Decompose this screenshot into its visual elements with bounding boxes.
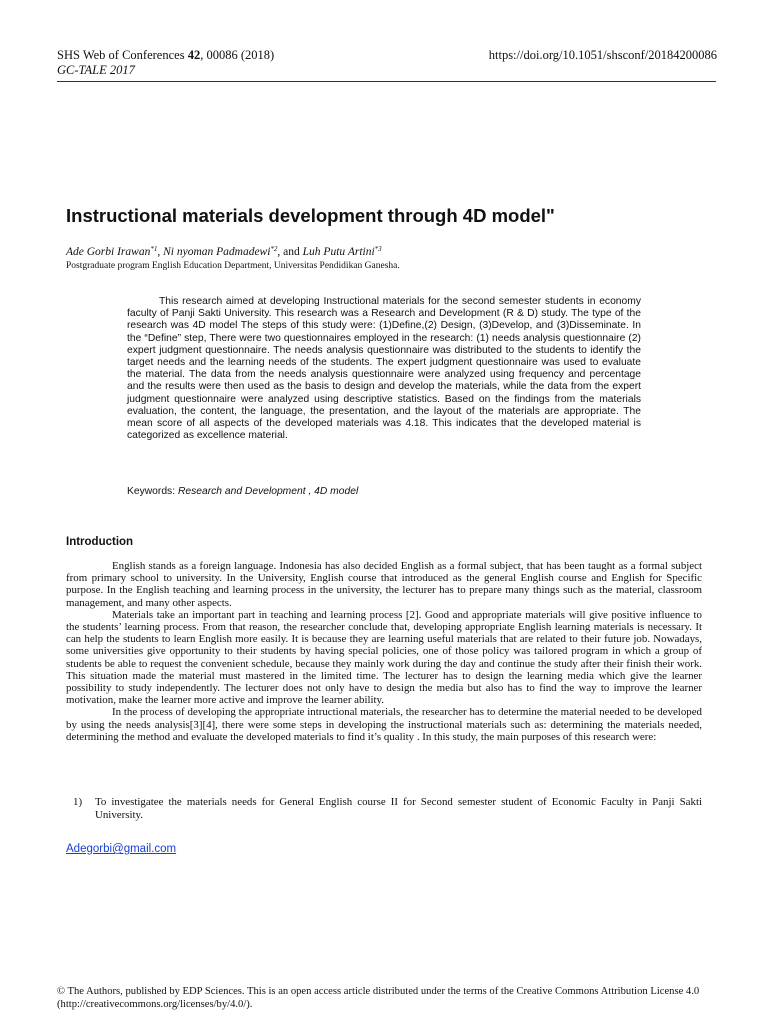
list-text: To investigatee the materials needs for General English course II for Second semester student of Economic Faculty in Panji Sakti University. xyxy=(95,796,702,821)
keywords-label: Keywords: xyxy=(127,486,178,497)
section-heading-introduction: Introduction xyxy=(66,536,134,548)
author-name: Luh Putu Artini xyxy=(302,246,375,258)
body-paragraph: English stands as a foreign language. Indonesia has also decided English as a formal subject, that has been taught as a formal subject from primary school to university. In the University, English course that introduced as the general English course and English for Specific purpose. In the English teaching and learning process in the university, the lecturer has to prepare many things such as the material, classroom management, and many other aspects. xyxy=(66,560,702,609)
author-name: Ni nyoman Padmadewi xyxy=(163,246,271,258)
venue-prefix: SHS Web of Conferences xyxy=(57,48,188,62)
author-mark: *1 xyxy=(150,245,158,253)
body-paragraph: In the process of developing the appropriate intructional materials, the researcher has to determine the material needed to be developed by using the needs analysis[3][4], there were some steps in developing the instructional materials such as: determining the materials needed, determining the method and evaluate the developed materials to find it’s quality . In this study, the main purposes of this research were: xyxy=(66,706,702,743)
venue-suffix: , 00086 (2018) xyxy=(200,48,275,62)
license-footer: © The Authors, published by EDP Sciences. This is an open access article distributed under the terms of the Creative Commons Attribution License 4.0 (http://creativecommons.org/licenses/by/4.0/). xyxy=(57,986,700,1010)
doi-link[interactable]: https://doi.org/10.1051/shsconf/20184200086 xyxy=(488,48,717,62)
author-separator: , xyxy=(157,246,164,258)
email-link[interactable]: Adegorbi@gmail.com xyxy=(66,843,177,855)
purpose-list-item xyxy=(66,796,702,822)
venue-line xyxy=(57,48,274,63)
abstract: This research aimed at developing Instructional materials for the second semester students in economy faculty of Panji Sakti University. This research was a Research and Development (R & D) study. The type of the research was 4D model The steps of this study were: (1)Define,(2) Design, (3)Develop, and (3)Disseminate. In the “Define” step, There were two questionnaires employed in the research: (1) needs analysis questionnaire (2) expert judgment questionnaire. The needs analysis questionnaire was distributed to the students to identify the target needs and the learning needs of the students. The expert judgment questionnaire was used to evaluate the material. The data from the needs analysis questionnaire were analyzed using frequency and percentage and the results were then used as the basis to design and develop the materials, while the data from the expert judgment questionnaire were analyzed using descriptive statistics. Based on the findings from the materials evaluation, the content, the language, the presentation, and the layout of the materials are appropriate. The mean score of all aspects of the developed materials was 4.18. This indicates that the developed material is categorized as excellence material. xyxy=(127,296,641,442)
running-header-left xyxy=(57,48,274,78)
introduction-body xyxy=(66,560,702,743)
paper-title: Instructional materials development through 4D model" xyxy=(66,205,555,226)
header-divider xyxy=(57,81,716,82)
body-paragraph: Materials take an important part in teaching and learning process [2]. Good and appropriate materials will give positive influence to the students’ learning process. From that reason, the researcher conclude that, developing appropriate English learning materials is necessary. It can help the students to learn English more easily. It is because they are learning useful materials that are related to their future job. Nowadays, some universities give opportunity to their students by having special policies, one of those policy was tailored program in which a group of students be able to request the convenient schedule, because they mainly work during the day and continue the study after their finish their work. This situation made the material must mastered in the limited time. The lecturer has to design the learning media which give the learner possibility to study independently. The lecturer does not only have to design the media but also has to find the way to improve the learner motivation, make the learner more active and improve the learner ability. xyxy=(66,608,702,707)
affiliation: Postgraduate program English Education Department, Universitas Pendidikan Ganesha. xyxy=(66,261,400,271)
conference-name: GC-TALE 2017 xyxy=(57,63,135,77)
author-mark: *2 xyxy=(270,245,278,253)
keywords-values: Research and Development , 4D model xyxy=(177,486,359,497)
author-list xyxy=(66,242,382,259)
author-and: , and xyxy=(277,246,303,258)
keywords xyxy=(127,486,358,498)
volume-number: 42 xyxy=(187,48,201,62)
author-mark: *3 xyxy=(374,245,382,253)
author-name: Ade Gorbi Irawan xyxy=(66,246,151,258)
list-number: 1) xyxy=(73,796,83,808)
